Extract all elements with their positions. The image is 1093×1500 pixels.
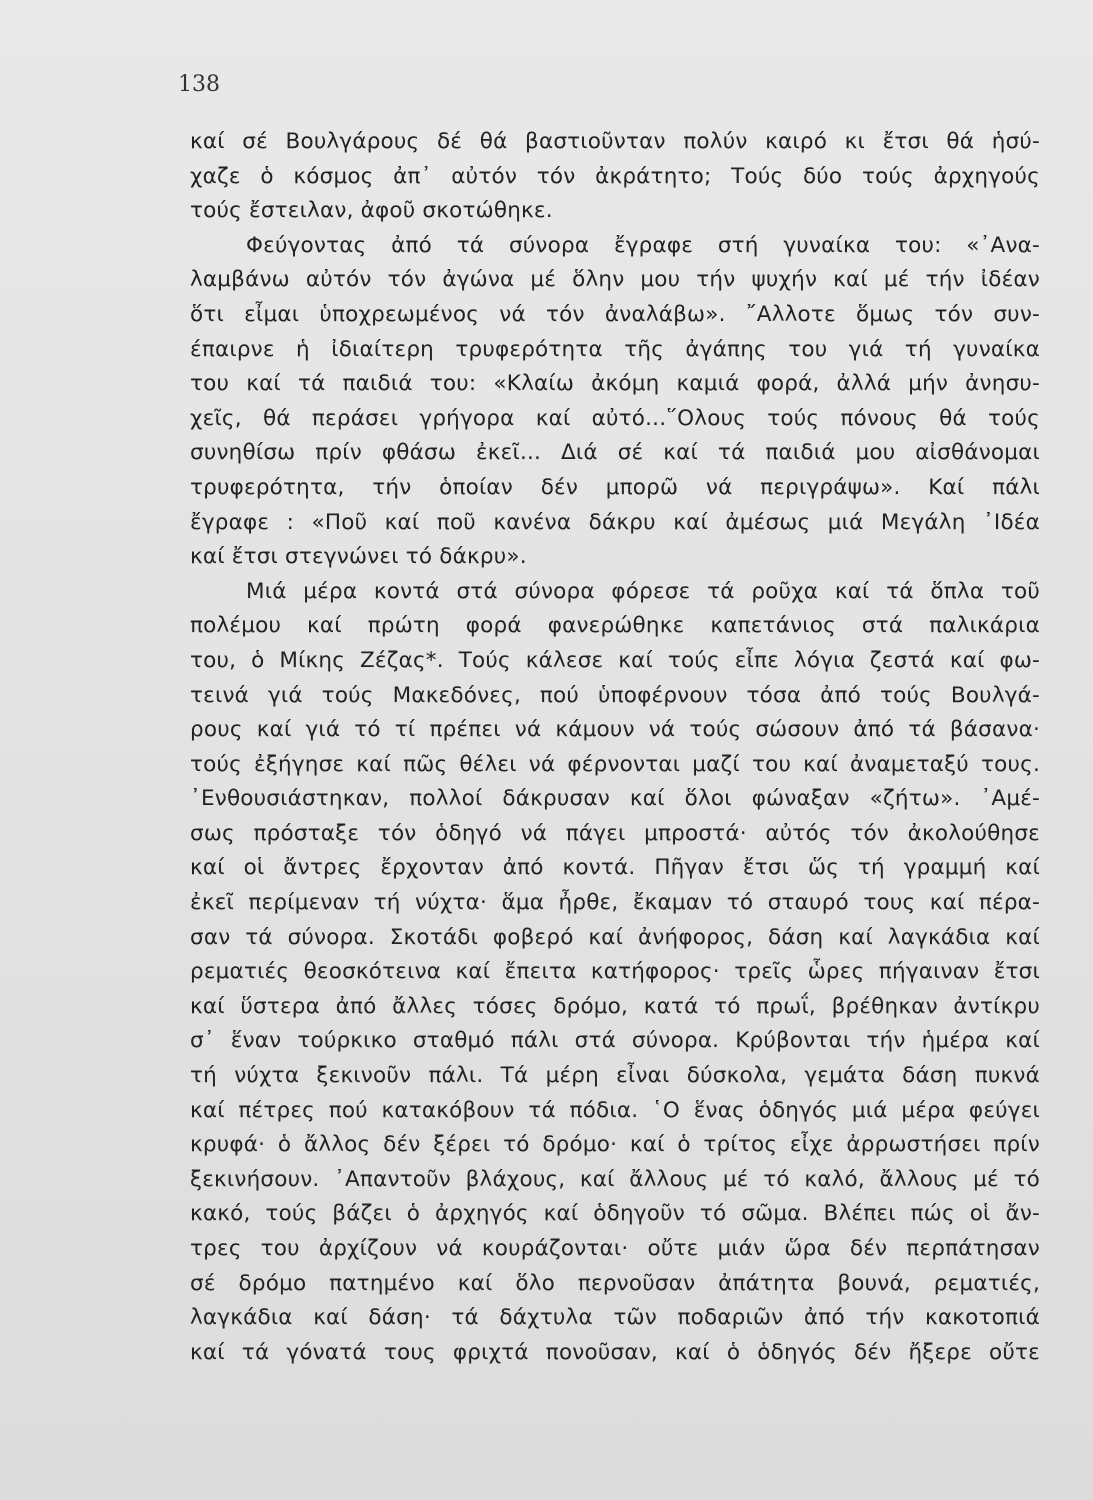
text-line: χεῖς, θά περάσει γρήγορα καί αὐτό...῞Ολους τούς πόνους θά τούς [190,405,1040,431]
text-line: λαγκάδια καί δάση· τά δάχτυλα τῶν ποδαριῶν ἀπό τήν κακοτοπιά [190,1305,1040,1331]
text-line: σ᾿ ἕναν τούρκικο σταθμό πάλι στά σύνορα. Κρύβονται τήν ἡμέρα καί [190,1028,1040,1054]
text-line: καί ἔτσι στεγνώνει τό δάκρυ». [190,544,527,570]
text-line: σαν τά σύνορα. Σκοτάδι φοβερό καί ἀνήφορος, δάση καί λαγκάδια καί [190,924,1040,950]
text-line: σέ δρόμο πατημένο καί ὅλο περνοῦσαν ἀπάτητα βουνά, ρεματιές, [190,1270,1040,1296]
text-line: χαζε ὁ κόσμος ἀπ᾿ αὐτόν τόν ἀκράτητο; Τούς δύο τούς ἀρχηγούς [190,163,1040,189]
text-line: ὅτι εἶμαι ὑποχρεωμένος νά τόν ἀναλάβω». ῎Αλλοτε ὅμως τόν συν- [190,301,1040,327]
text-line: τεινά γιά τούς Μακεδόνες, πού ὑποφέρνουν τόσα ἀπό τούς Βουλγά- [190,682,1040,708]
body-text [190,125,1040,1370]
text-line: έπαιρνε ἡ ἰδιαίτερη τρυφερότητα τῆς ἀγάπης του γιά τή γυναίκα [190,336,1040,362]
text-line: Φεύγοντας ἀπό τά σύνορα ἔγραφε στή γυναίκα του: «᾿Ανα- [246,232,1040,258]
text-line: ξεκινήσουν. ᾿Απαντοῦν βλάχους, καί ἄλλους μέ τό καλό, ἄλλους μέ τό [190,1166,1040,1192]
text-line: τρες του ἀρχίζουν νά κουράζονται· οὔτε μιάν ὥρα δέν περπάτησαν [190,1236,1040,1261]
text-line: ᾿Ενθουσιάστηκαν, πολλοί δάκρυσαν καί ὅλοι φώναξαν «ζήτω». ᾿Αμέ- [190,786,1040,812]
text-line: ρους καί γιά τό τί πρέπει νά κάμουν νά τούς σώσουν ἀπό τά βάσανα· [190,717,1040,743]
text-line: καί ὕστερα ἀπό ἄλλες τόσες δρόμο, κατά τό πρωΐ, βρέθηκαν ἀντίκρυ [190,993,1040,1019]
text-line: Μιά μέρα κοντά στά σύνορα φόρεσε τά ροῦχα καί τά ὅπλα τοῦ [246,578,1040,604]
text-line: λαμβάνω αὐτόν τόν ἀγώνα μέ ὅλην μου τήν ψυχήν καί μέ τήν ἰδέαν [190,267,1040,293]
text-line: καί οἱ ἄντρες ἔρχονταν ἀπό κοντά. Πῆγαν ἔτσι ὥς τή γραμμή καί [190,855,1040,881]
text-line: τούς ἐξήγησε καί πῶς θέλει νά φέρνονται μαζί του καί ἀναμεταξύ τους. [190,751,1040,777]
text-line: σως πρόσταξε τόν ὁδηγό νά πάγει μπροστά· αὐτός τόν ἀκολούθησε [190,820,1040,846]
text-line: κρυφά· ὁ ἄλλος δέν ξέρει τό δρόμο· καί ὁ τρίτος εἶχε ἀρρωστήσει πρίν [190,1132,1040,1158]
text-line: πολέμου καί πρώτη φορά φανερώθηκε καπετάνιος στά παλικάρια [190,613,1040,639]
page-number: 138 [178,72,220,97]
text-line: τή νύχτα ξεκινοῦν πάλι. Τά μέρη εἶναι δύσκολα, γεμάτα δάση πυκνά [190,1063,1040,1089]
text-line: του καί τά παιδιά του: «Κλαίω ἀκόμη καμιά φορά, ἀλλά μήν ἀνησυ- [190,371,1040,397]
text-line: καί τά γόνατά τους φριχτά πονοῦσαν, καί ὁ ὁδηγός δέν ἤξερε οὔτε [190,1339,1040,1365]
text-line: του, ὁ Μίκης Ζέζας*. Τούς κάλεσε καί τούς εἶπε λόγια ζεστά καί φω- [190,647,1040,673]
text-line: τρυφερότητα, τήν ὁποίαν δέν μπορῶ νά περιγράψω». Καί πάλι [190,474,1040,500]
text-line: κακό, τούς βάζει ὁ ἀρχηγός καί ὁδηγοῦν τό σῶμα. Βλέπει πώς οἱ ἄν- [190,1201,1040,1227]
text-line: ρεματιές θεοσκότεινα καί ἔπειτα κατήφορος· τρεῖς ὧρες πήγαιναν ἔτσι [190,959,1040,985]
text-line: ἔγραφε : «Ποῦ καί ποῦ κανένα δάκρυ καί ἀμέσως μιά Μεγάλη ᾿Ιδέα [190,509,1040,535]
text-line: τούς ἔστειλαν, ἀφοῦ σκοτώθηκε. [190,198,553,224]
text-line: ἐκεῖ περίμεναν τή νύχτα· ἅμα ἦρθε, ἔκαμαν τό σταυρό τους καί πέρα- [190,890,1040,916]
text-line: καί σέ Βουλγάρους δέ θά βαστιοῦνταν πολύν καιρό κι ἔτσι θά ἡσύ- [190,129,1040,154]
text-line: συνηθίσω πρίν φθάσω ἐκεῖ... Διά σέ καί τά παιδιά μου αἰσθάνομαι [190,440,1040,466]
text-line: καί πέτρες πού κατακόβουν τά πόδια. ῾Ο ἕνας ὁδηγός μιά μέρα φεύγει [190,1097,1040,1123]
